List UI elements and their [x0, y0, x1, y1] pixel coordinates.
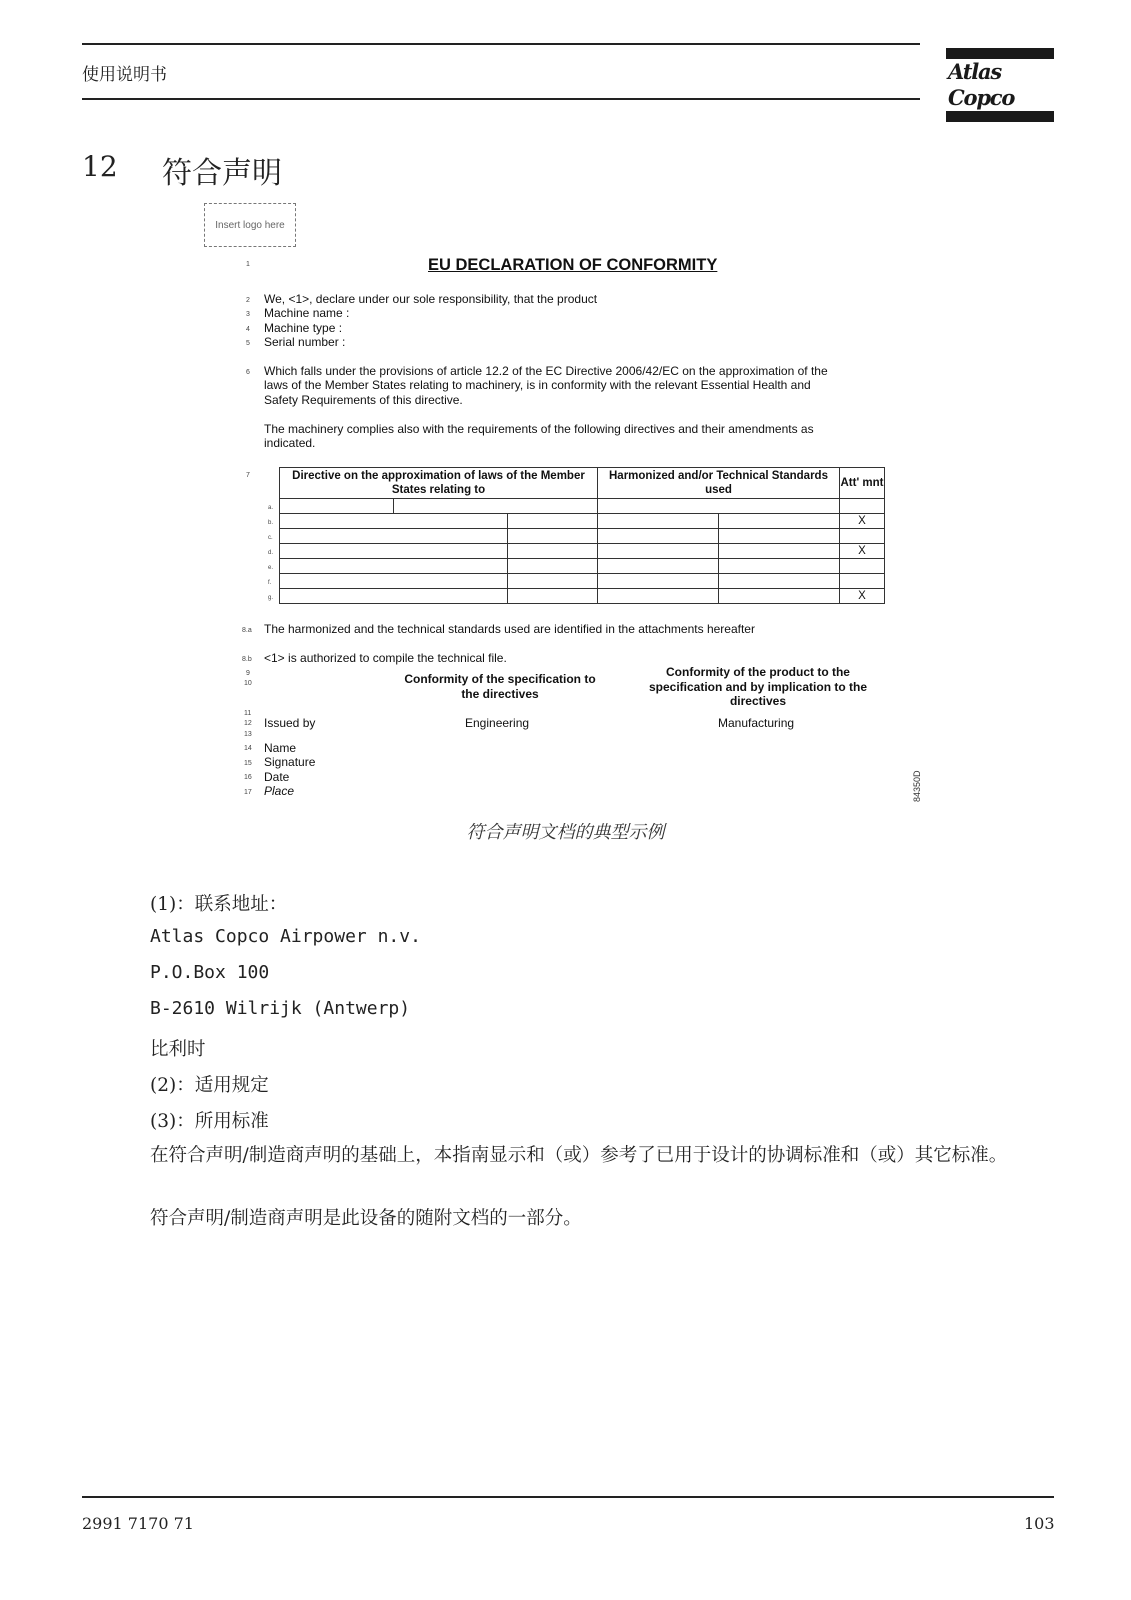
line-number: 5	[246, 340, 250, 347]
line-number: 3	[246, 311, 250, 318]
provision-line: laws of the Member States relating to machinery, is in conformity with the relevant Essential Health and	[264, 378, 811, 392]
machine-name-line: Machine name :	[264, 306, 350, 320]
line-number: 12	[244, 720, 252, 727]
date-field-label: Date	[264, 770, 290, 784]
header-title: 使用说明书	[82, 65, 167, 85]
table-header-standards: Harmonized and/or Technical Standards used	[598, 468, 840, 499]
table-row	[280, 559, 885, 574]
table-row-label: b.	[268, 520, 274, 526]
line-number: 2	[246, 297, 250, 304]
line-number: 9	[246, 670, 250, 677]
harmonized-note: The harmonized and the technical standards used are identified in the attachments hereafter	[264, 622, 755, 636]
line-number: 15	[244, 760, 252, 767]
table-row	[280, 499, 885, 514]
address-line: B-2610 Wilrijk (Antwerp)	[150, 998, 411, 1019]
table-row-label: c.	[268, 535, 273, 541]
manufacturing-label: Manufacturing	[718, 716, 795, 730]
line-number: 1	[246, 261, 250, 268]
table-row-label: e.	[268, 565, 274, 571]
contact-label: (1)：联系地址：	[150, 894, 288, 915]
signature-field-label: Signature	[264, 755, 316, 769]
issued-by-label: Issued by	[264, 716, 316, 730]
conformity-product-heading: Conformity of the product to the specification and by implication to the directives	[648, 665, 868, 708]
table-header-attachment: Att' mnt	[840, 468, 885, 499]
footer-rule	[82, 1496, 1054, 1498]
line-number: 14	[244, 745, 252, 752]
note-regulations: (2)：适用规定	[150, 1075, 269, 1096]
table-row: X	[280, 544, 885, 559]
figure-code: 84350D	[912, 770, 922, 802]
name-field-label: Name	[264, 741, 297, 755]
line-number: 11	[244, 710, 252, 717]
paragraph: 在符合声明/制造商声明的基础上，本指南显示和（或）参考了已用于设计的协调标准和（或）其它标准。	[150, 1145, 1008, 1166]
line-number: 13	[244, 731, 252, 738]
table-row	[280, 574, 885, 589]
complies-line: indicated.	[264, 436, 316, 450]
line-number: 8.b	[242, 656, 252, 663]
table-header-row	[280, 468, 885, 499]
complies-line: The machinery complies also with the requirements of the following directives and their amendments as	[264, 422, 814, 436]
intro-line: We, <1>, declare under our sole responsibility, that the product	[264, 292, 598, 306]
provision-line: Safety Requirements of this directive.	[264, 393, 463, 407]
line-number: 17	[244, 789, 252, 796]
table-row	[280, 529, 885, 544]
address-line: Atlas Copco Airpower n.v.	[150, 926, 421, 947]
page-number: 103	[1024, 1514, 1055, 1533]
line-number: 8.a	[242, 627, 252, 634]
line-number: 4	[246, 326, 250, 333]
line-number: 6	[246, 369, 250, 376]
line-number: 16	[244, 774, 252, 781]
provision-line: Which falls under the provisions of article 12.2 of the EC Directive 2006/42/EC on the approximation of the	[264, 364, 828, 378]
table-row: X	[280, 514, 885, 529]
section-number: 12	[82, 150, 118, 183]
atlas-copco-logo: Atlas Copco	[946, 48, 1054, 122]
country-line: 比利时	[150, 1039, 206, 1060]
engineering-label: Engineering	[465, 716, 530, 730]
line-number: 10	[244, 680, 252, 687]
paragraph: 符合声明/制造商声明是此设备的随附文档的一部分。	[150, 1208, 582, 1229]
serial-number-line: Serial number :	[264, 335, 346, 349]
place-field-label: Place	[264, 784, 295, 798]
table-row-label: f.	[268, 580, 272, 586]
machine-type-line: Machine type :	[264, 321, 343, 335]
header-top-rule	[82, 43, 920, 45]
table-row-label: d.	[268, 550, 274, 556]
section-title: 符合声明	[162, 156, 282, 191]
declaration-title: EU DECLARATION OF CONFORMITY	[428, 256, 718, 274]
header-bottom-rule	[82, 98, 920, 100]
table-row-label: g.	[268, 595, 274, 601]
table-header-directive: Directive on the approximation of laws of the Member States relating to	[280, 468, 598, 499]
figure-caption: 符合声明文档的典型示例	[466, 822, 665, 843]
line-number: 7	[246, 472, 250, 479]
directives-table	[279, 467, 885, 604]
logo-placeholder: Insert logo here	[204, 203, 296, 247]
note-standards: (3)：所用标准	[150, 1111, 269, 1132]
document-number: 2991 7170 71	[82, 1514, 194, 1533]
conformity-spec-heading: Conformity of the specification to the directives	[404, 672, 596, 701]
authorized-note: <1> is authorized to compile the technical file.	[264, 651, 507, 665]
address-line: P.O.Box 100	[150, 962, 270, 983]
table-row-label: a.	[268, 505, 274, 511]
table-row: X	[280, 589, 885, 604]
